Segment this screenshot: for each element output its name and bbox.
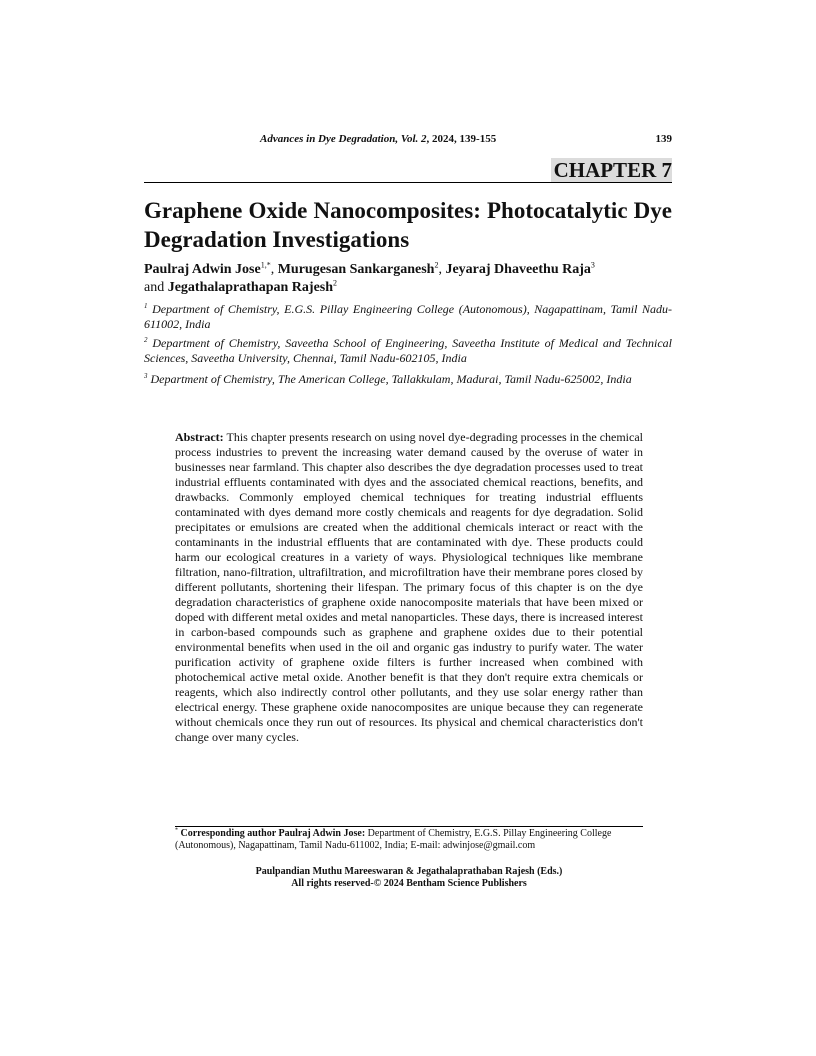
affiliation: [144, 302, 672, 332]
abstract-label: Abstract:: [175, 430, 224, 444]
publisher-footer: [175, 866, 643, 890]
year-pages: , 2024, 139-155: [426, 133, 497, 145]
author-conjunction: and: [144, 280, 165, 295]
author-list: Paulraj Adwin Jose$^{1,*}$, Murugesan Sankarganesh$^2$, Jeyaraj Dhaveethu Raja$^3$ and Jegathalaprathapan Rajesh$^2$: [144, 260, 595, 295]
author-affil-sup: 1,*: [260, 260, 271, 270]
footnote-rule: [175, 826, 643, 827]
chapter-label: CHAPTER 7: [551, 158, 672, 182]
abstract: [175, 430, 643, 745]
editors-line: Paulpandian Muthu Mareeswaran & Jegathalaprathaban Rajesh (Eds.): [255, 866, 563, 877]
footnote-text: Department of Chemistry, E.G.S. Pillay Engineering College (Autonomous), Nagapattinam, Tamil Nadu-611002, India; E-mail: adwinjose@gmail.com: [175, 828, 612, 851]
chapter-title: Graphene Oxide Nanocomposites: Photocatalytic Dye Degradation Investigations: [144, 198, 672, 252]
rights-line: All rights reserved-© 2024 Bentham Science Publishers: [291, 878, 527, 889]
affiliation-text: Department of Chemistry, E.G.S. Pillay Engineering College (Autonomous), Nagapattinam, Tamil Nadu-611002, India: [144, 302, 672, 331]
author-affil-sup: 2: [333, 278, 338, 288]
abstract-text: This chapter presents research on using novel dye-degrading processes in the chemical process industries to prevent the increasing water demand caused by the overuse of water in businesses near farmland. This chapter also describes the dye degradation processes used to treat industrial effluents contaminated with dyes and the associated chemical reactions, benefits, and drawbacks. Commonly employed chemical techniques for treating industrial effluents contaminated with dyes demand more costly chemicals and reagents for dye degradation. Solid precipitates or emulsions are created when the additional chemicals interact or react with the contaminants in the industrial effluents that are contaminated with dye. These products could harm our ecological creatures in a variety of ways. Physiological techniques like membrane filtration, nano-filtration, ultrafiltration, and microfiltration have their membrane pores closed by different pollutants, shortening their lifespan. The primary focus of this chapter is on the dye degradation characteristics of graphene oxide nanocomposite materials that have been mixed or doped with different metal oxides and metal nanoparticles. These days, there is increased interest in carbon-based compounds such as graphene and graphene oxides due to their potential environmental benefits when used in the oil and organic gas industry to purify water. The water purification activity of graphene oxide filters is further increased when combined with photochemical active metal oxide. Another benefit is that they don't require extra chemicals or reagents, which also indirectly control other pollutants, and they use solar energy rather than electrical energy. These graphene oxide nanocomposites are unique because they can regenerate without chemicals once they run out of resources. Its physical and chemical characteristics don't change over many cycles.: [175, 430, 643, 744]
journal-title: Advances in Dye Degradation, Vol. 2: [260, 133, 427, 145]
author-affil-sup: 2: [434, 260, 439, 270]
page-number: 139: [655, 133, 672, 145]
affiliation-number: 1: [144, 302, 148, 310]
affiliation: [144, 372, 672, 387]
affiliation-text: Department of Chemistry, Saveetha School of Engineering, Saveetha Institute of Medical and Technical Sciences, Saveetha University, Chennai, Tamil Nadu-602105, India: [144, 336, 673, 365]
affiliation-number: 3: [144, 372, 148, 380]
affiliation-number: 2: [144, 336, 148, 344]
affiliation: [144, 336, 672, 366]
running-head: [260, 133, 496, 145]
footnote-label: Corresponding author Paulraj Adwin Jose:: [180, 828, 366, 839]
author-name: Jegathalaprathapan Rajesh: [167, 280, 334, 295]
chapter-rule: [144, 182, 672, 183]
footnote-marker: *: [175, 827, 178, 834]
footnote: [175, 828, 643, 852]
author-affil-sup: 3: [590, 260, 595, 270]
author-name: Murugesan Sankarganesh: [277, 262, 435, 277]
author-name: Paulraj Adwin Jose: [144, 262, 261, 277]
affiliation-text: Department of Chemistry, The American College, Tallakkulam, Madurai, Tamil Nadu-625002, India: [150, 372, 632, 386]
author-name: Jeyaraj Dhaveethu Raja: [445, 262, 591, 277]
